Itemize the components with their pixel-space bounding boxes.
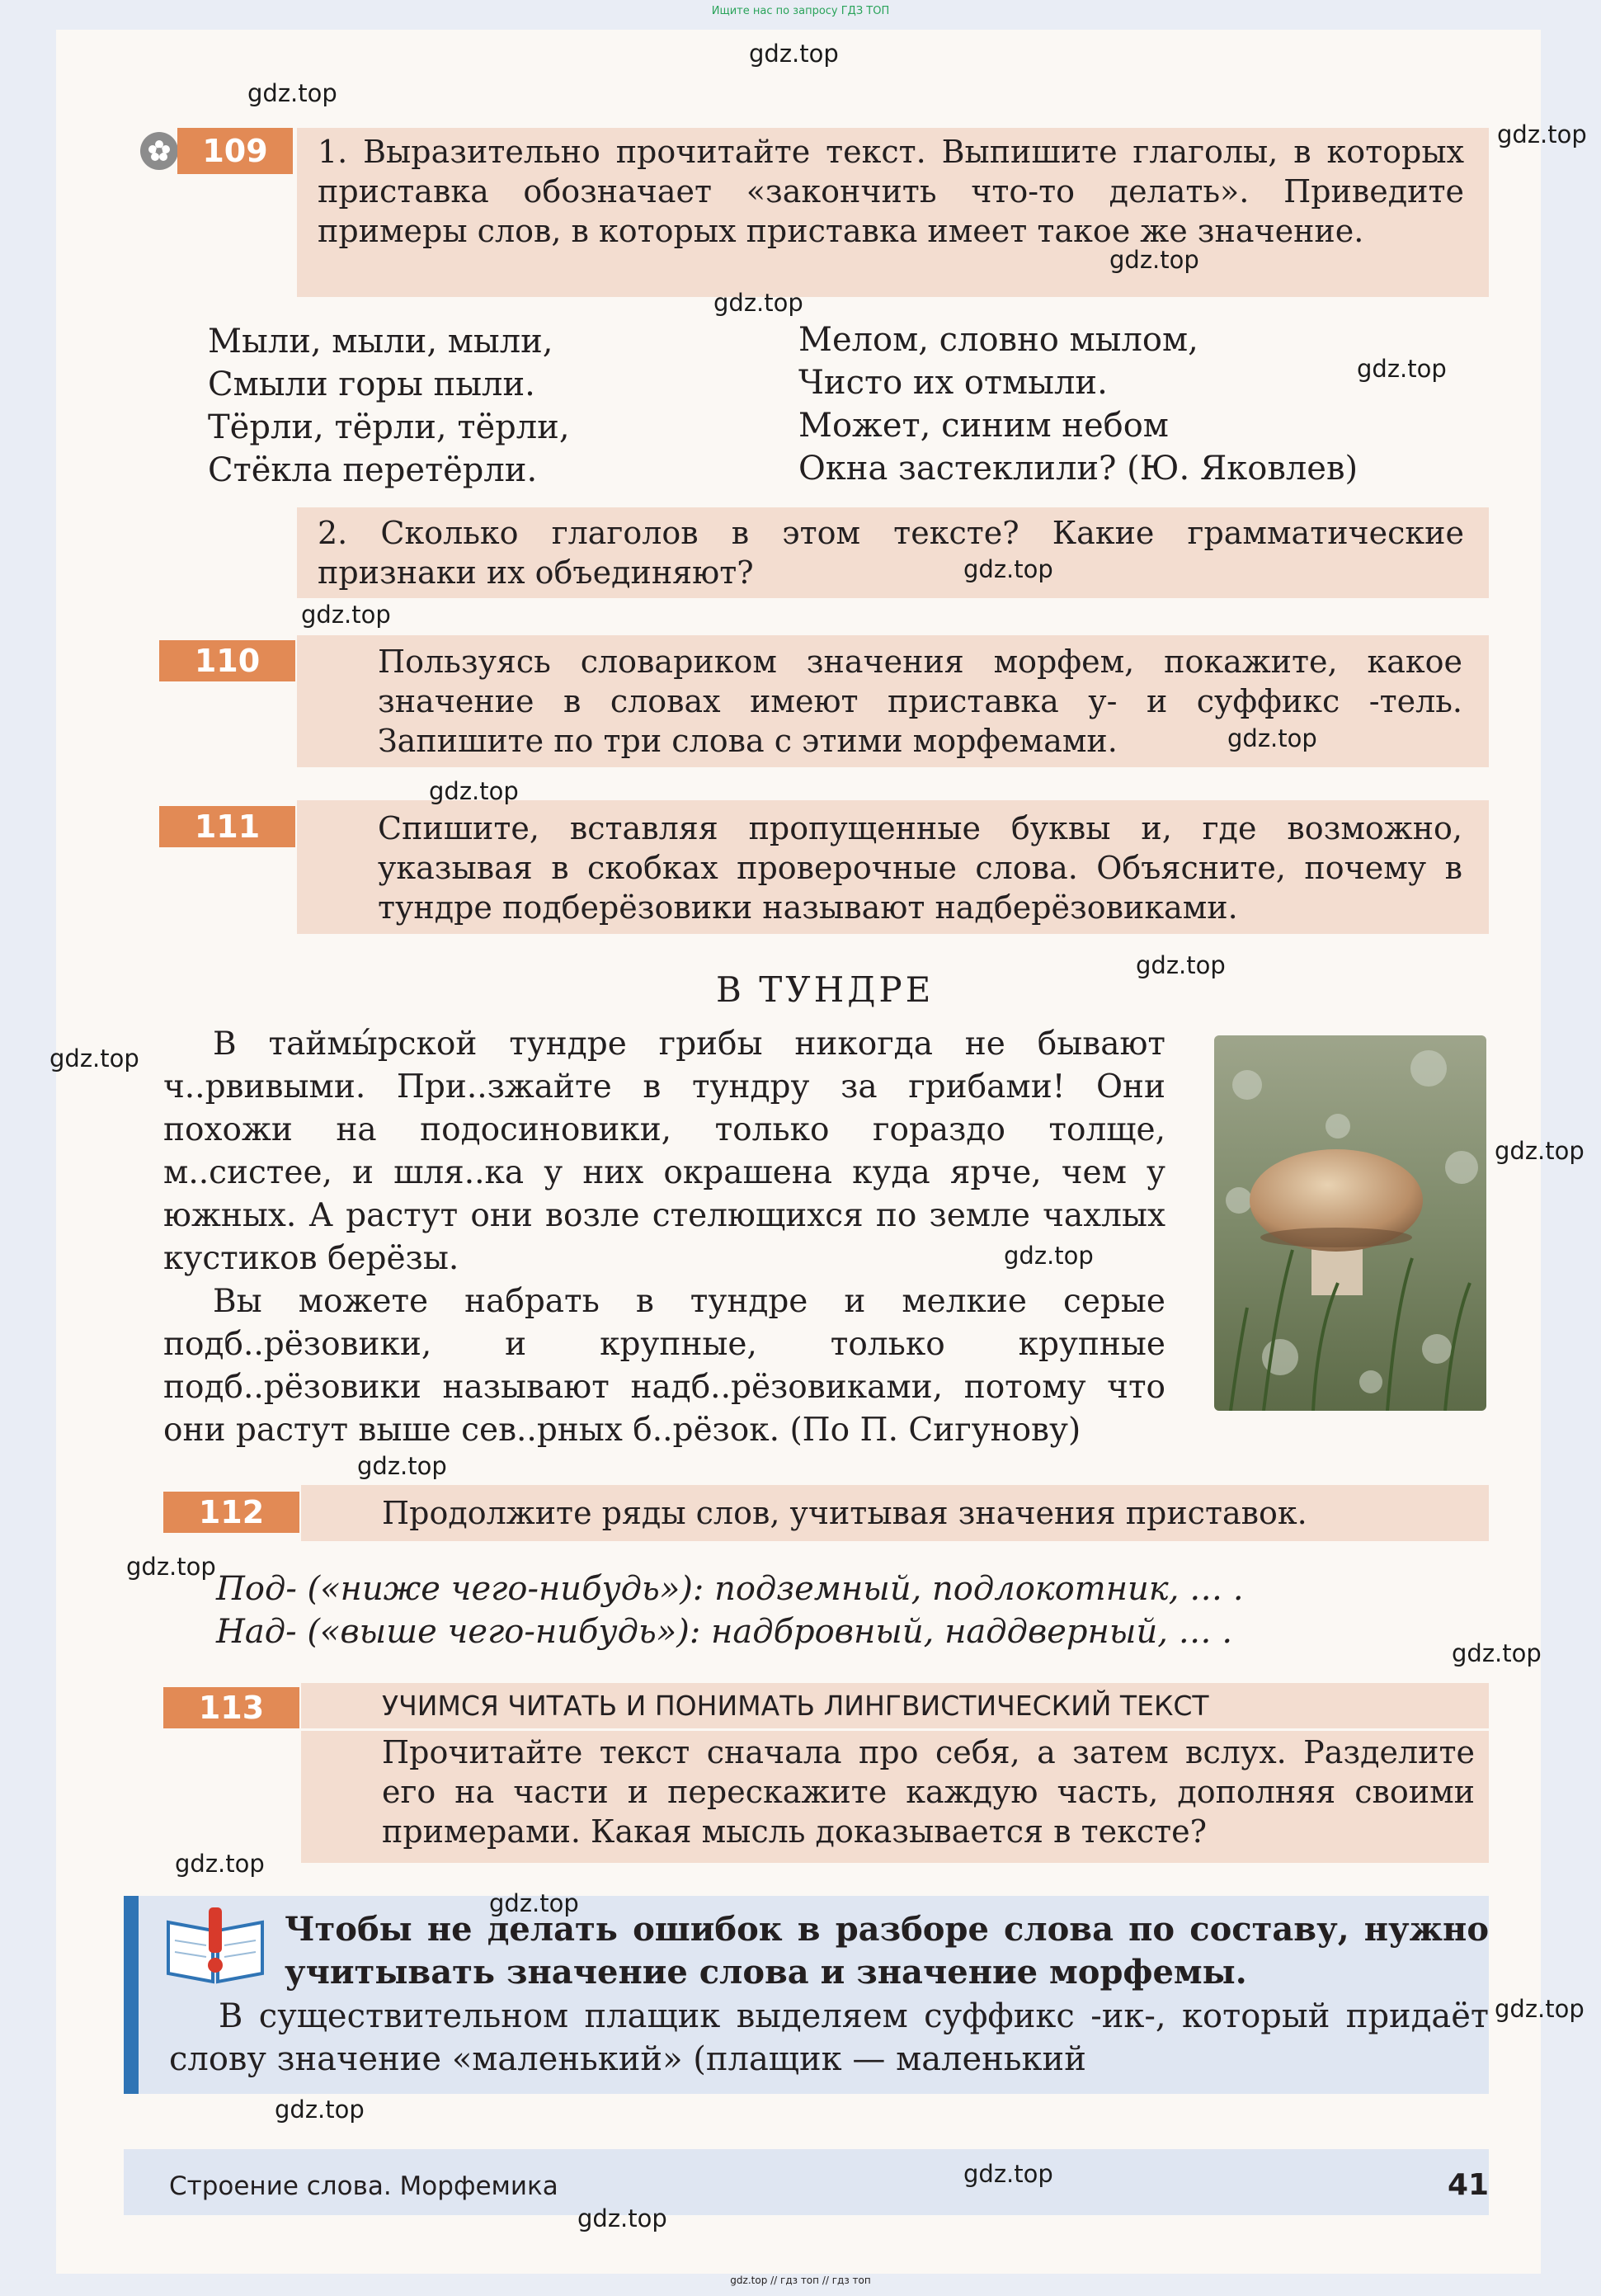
story-paragraph-1: В таймы́рской тундре грибы никогда не бывают ч..рвивыми. При..зжайте в тундру за грибами! Они похожи на подосиновики, только гораздо толще, м..систее, и шля..ка у них окрашена куда ярче, чем у южных. А растут они возле стелющихся по земле чахлых кустиков берёзы. [163, 1025, 1165, 1277]
mushroom-photo [1214, 1035, 1486, 1411]
poem-line: Смыли горы пыли. [208, 365, 535, 403]
poem-line: Мыли, мыли, мыли, [208, 323, 553, 361]
watermark: gdz.top [1497, 120, 1587, 149]
story-paragraph-2: Вы можете набрать в тундре и мелкие серые подб..рёзовики, и крупные, только крупные подб..рёзовики называют надб..рёзовиками, потому что они растут выше сев..рных б..рёзок. (По П. Сигунову) [163, 1283, 1165, 1449]
task-113-header: УЧИМСЯ ЧИТАТЬ И ПОНИМАТЬ ЛИНГВИСТИЧЕСКИЙ ТЕКСТ [382, 1690, 1209, 1722]
story-text [163, 1023, 1165, 1452]
task-109-question-2: 2. Сколько глаголов в этом тексте? Какие грамматические признаки их объединяют? [318, 515, 1464, 591]
task-113-text: Прочитайте текст сначала про себя, а затем вслух. Разделите его на части и перескажите каждую часть, дополняя своими примерами. Какая мысль доказывается в тексте? [382, 1734, 1475, 1850]
watermark: gdz.top [1495, 1995, 1585, 2023]
word-row-pod: Под- («ниже чего-нибудь»): подземный, подлокотник, … . [216, 1570, 1244, 1608]
flower-icon [140, 132, 178, 170]
task-number-109: 109 [177, 128, 293, 174]
book-exclamation-icon [163, 1906, 267, 1988]
watermark: gdz.top [275, 2096, 365, 2124]
task-111-text: Спишите, вставляя пропущенные буквы и, где возможно, указывая в скобках проверочные слова. Объясните, почему в тундре подберёзовики называют надберёзовиками. [378, 810, 1462, 926]
watermark: gdz.top [49, 1044, 139, 1073]
task-113-header-band [301, 1728, 1489, 1731]
task-number-110: 110 [159, 640, 295, 681]
watermark: gdz.top [963, 2160, 1053, 2188]
poem-left-column [208, 320, 744, 492]
watermark: gdz.top [963, 555, 1053, 583]
story-title: В ТУНДРЕ [716, 969, 935, 1010]
watermark: gdz.top [489, 1889, 579, 1917]
watermark: gdz.top [713, 289, 803, 317]
task-112-text: Продолжите ряды слов, учитывая значения приставок. [382, 1495, 1307, 1531]
word-rows [216, 1568, 1478, 1653]
task-number-113: 113 [163, 1687, 299, 1728]
bottom-note: gdz.top // гдз топ // гдз топ [730, 2275, 871, 2286]
top-note: Ищите нас по запросу ГДЗ ТОП [711, 5, 890, 17]
footer-section-title: Строение слова. Морфемика [169, 2171, 558, 2201]
rule-accent-bar [124, 1896, 139, 2094]
watermark: gdz.top [126, 1553, 216, 1581]
watermark: gdz.top [357, 1452, 447, 1480]
poem-line: Тёрли, тёрли, тёрли, [208, 408, 570, 446]
watermark: gdz.top [1136, 951, 1226, 979]
poem-line: Может, синим небом [798, 407, 1169, 445]
watermark: gdz.top [1227, 724, 1317, 752]
watermark: gdz.top [247, 79, 337, 107]
task-number-111: 111 [159, 806, 295, 847]
task-number-112: 112 [163, 1492, 299, 1533]
watermark: gdz.top [1452, 1639, 1542, 1667]
watermark: gdz.top [1004, 1242, 1094, 1270]
poem-line: Окна застеклили? (Ю. Яковлев) [798, 450, 1358, 488]
poem-line: Стёкла перетёрли. [208, 451, 538, 489]
poem-line: Мелом, словно мылом, [798, 321, 1198, 359]
watermark: gdz.top [577, 2204, 667, 2232]
task-109-question-1: 1. Выразительно прочитайте текст. Выпишите глаголы, в которых приставка обозначает «закончить что-то делать». Приведите примеры слов, в которых приставка имеет такое же значение. [318, 134, 1464, 249]
task-110-text: Пользуясь словариком значения морфем, покажите, какое значение в словах имеют приставка у- и суффикс -тель. Запишите по три слова с этими морфемами. [378, 644, 1462, 759]
watermark: gdz.top [429, 777, 519, 805]
page-number: 41 [1448, 2168, 1490, 2202]
poem-right-column [798, 318, 1491, 490]
rule-example-text: В существительном плащик выделяем суффикс -ик-, который придаёт слову значение «маленький» (плащик — маленький [169, 1997, 1489, 2078]
word-row-nad: Над- («выше чего-нибудь»): надбровный, наддверный, … . [216, 1613, 1233, 1651]
watermark: gdz.top [1357, 355, 1447, 383]
watermark: gdz.top [1109, 246, 1199, 274]
watermark: gdz.top [1495, 1137, 1585, 1165]
watermark: gdz.top [301, 601, 391, 629]
rule-bold-text: Чтобы не делать ошибок в разборе слова по составу, нужно учитывать значение слова и значение морфемы. [285, 1910, 1489, 1992]
watermark: gdz.top [175, 1850, 265, 1878]
watermark: gdz.top [749, 40, 839, 68]
poem-line: Чисто их отмыли. [798, 364, 1108, 402]
